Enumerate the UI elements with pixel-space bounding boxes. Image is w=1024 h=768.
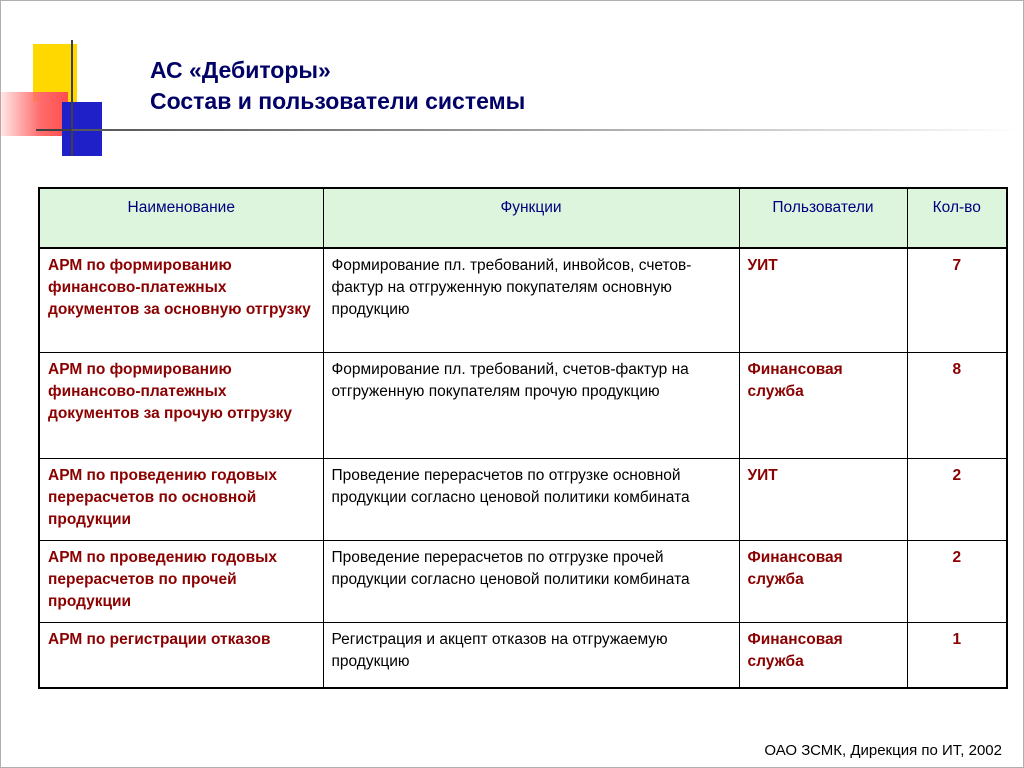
header-users: Пользователи (739, 188, 907, 248)
cell-functions: Формирование пл. требований, инвойсов, счетов-фактур на отгруженную покупателям основную продукцию (323, 248, 739, 352)
table-header-row (39, 188, 1007, 248)
slide-title (150, 55, 525, 117)
slide-footer: ОАО ЗСМК, Дирекция по ИТ, 2002 (764, 742, 1002, 759)
cell-users: УИТ (739, 458, 907, 540)
slide-title-line2: Состав и пользователи системы (150, 88, 526, 114)
slide-title-line1: АС «Дебиторы» (150, 57, 331, 83)
cell-count: 7 (907, 248, 1007, 352)
header-count: Кол-во (907, 188, 1007, 248)
cell-name: АРМ по регистрации отказов (39, 622, 323, 688)
users-table (38, 187, 1008, 689)
cell-users: Финансовая служба (739, 352, 907, 458)
cell-functions: Проведение перерасчетов по отгрузке основной продукции согласно ценовой политики комбината (323, 458, 739, 540)
cell-users: УИТ (739, 248, 907, 352)
table-row (39, 248, 1007, 352)
logo-vertical-line (71, 40, 73, 156)
cell-functions: Формирование пл. требований, счетов-фактур на отгруженную покупателям прочую продукцию (323, 352, 739, 458)
cell-functions: Регистрация и акцепт отказов на отгружаемую продукцию (323, 622, 739, 688)
table-row (39, 352, 1007, 458)
cell-users: Финансовая служба (739, 540, 907, 622)
table-row (39, 540, 1007, 622)
cell-count: 8 (907, 352, 1007, 458)
cell-name: АРМ по проведению годовых перерасчетов по основной продукции (39, 458, 323, 540)
cell-users: Финансовая служба (739, 622, 907, 688)
cell-name: АРМ по проведению годовых перерасчетов по прочей продукции (39, 540, 323, 622)
cell-name: АРМ по формированию финансово-платежных документов за прочую отгрузку (39, 352, 323, 458)
table-row (39, 458, 1007, 540)
cell-name: АРМ по формированию финансово-платежных документов за основную отгрузку (39, 248, 323, 352)
cell-count: 2 (907, 540, 1007, 622)
title-underline-rule (72, 129, 1022, 131)
header-name: Наименование (39, 188, 323, 248)
cell-count: 1 (907, 622, 1007, 688)
cell-functions: Проведение перерасчетов по отгрузке прочей продукции согласно ценовой политики комбината (323, 540, 739, 622)
header-functions: Функции (323, 188, 739, 248)
table-row (39, 622, 1007, 688)
cell-count: 2 (907, 458, 1007, 540)
